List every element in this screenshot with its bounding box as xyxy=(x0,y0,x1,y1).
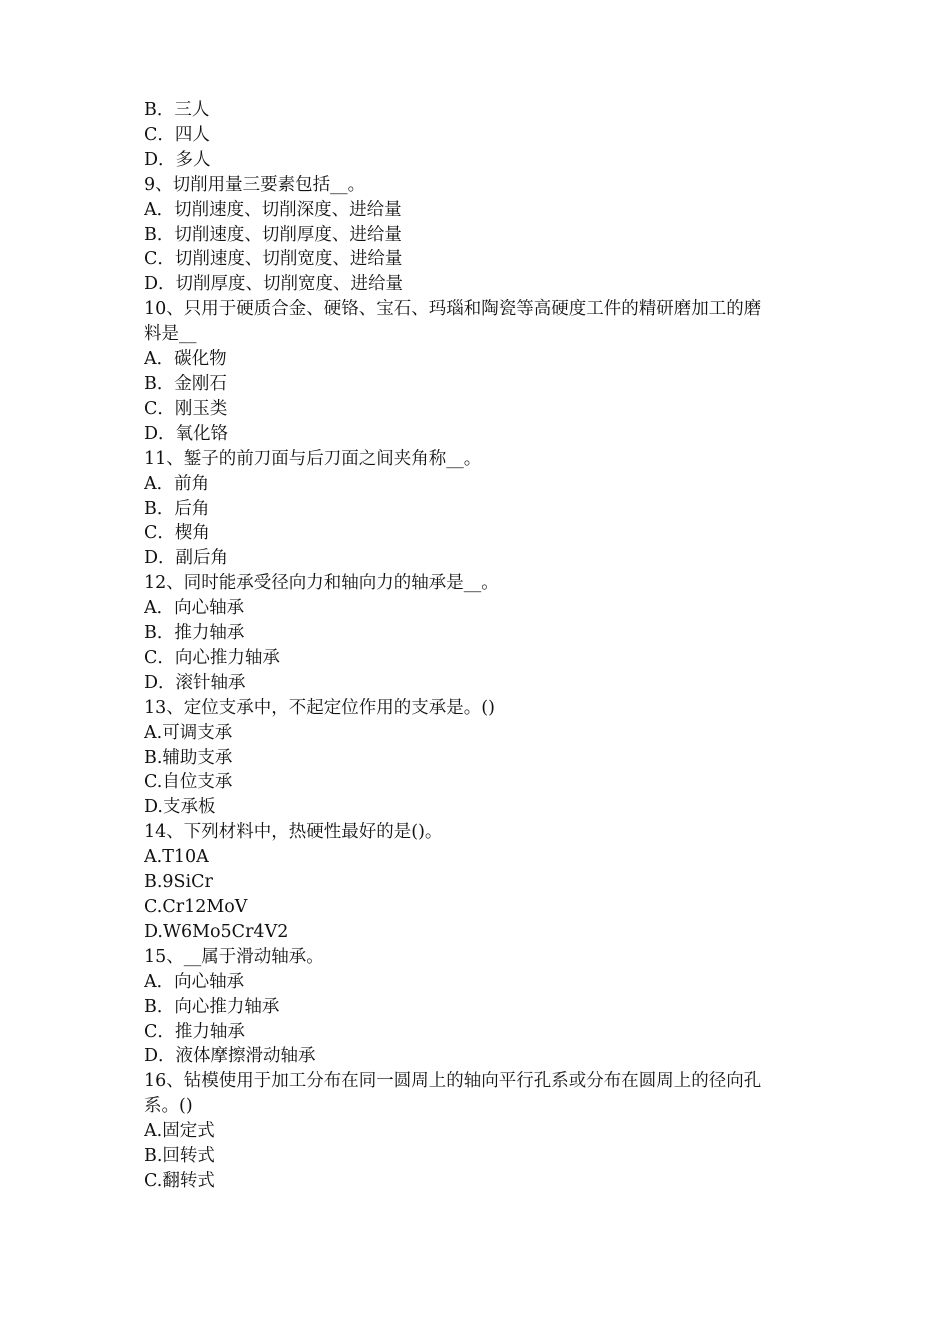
option-line: A．切削速度、切削深度、进给量 xyxy=(144,199,402,220)
question-16: 16、钻模使用于加工分布在同一圆周上的轴向平行孔系或分布在圆周上的径向孔 xyxy=(144,1071,762,1092)
option-line: D.支承板 xyxy=(144,797,216,818)
question-14: 14、下列材料中，热硬性最好的是()。 xyxy=(144,822,443,843)
option-line: D．切削厚度、切削宽度、进给量 xyxy=(144,274,404,295)
option-line: B．金刚石 xyxy=(144,373,227,394)
question-13: 13、定位支承中，不起定位作用的支承是。() xyxy=(144,697,495,718)
question-9: 9、切削用量三要素包括__。 xyxy=(144,174,366,195)
option-line: B．推力轴承 xyxy=(144,623,245,644)
option-line: D．滚针轴承 xyxy=(144,672,246,693)
option-line: A．碳化物 xyxy=(144,349,227,370)
option-line: C．楔角 xyxy=(144,523,210,544)
question-15: 15、__属于滑动轴承。 xyxy=(144,946,324,967)
option-line: D．多人 xyxy=(144,149,211,170)
question-12: 12、同时能承受径向力和轴向力的轴承是__。 xyxy=(144,573,499,594)
option-line: C.Cr12MoV xyxy=(144,897,248,917)
option-line: D．液体摩擦滑动轴承 xyxy=(144,1046,316,1067)
option-line: D．副后角 xyxy=(144,548,229,569)
option-line: A.固定式 xyxy=(144,1121,215,1142)
option-line: D.W6Mo5Cr4V2 xyxy=(144,921,289,942)
question-16-continued: 系。() xyxy=(144,1096,193,1117)
question-10: 10、只用于硬质合金、硬铬、宝石、玛瑙和陶瓷等高硬度工件的精研磨加工的磨 xyxy=(144,299,762,320)
option-line: C．推力轴承 xyxy=(144,1021,245,1042)
option-line: A.可调支承 xyxy=(144,722,233,743)
option-line: B．后角 xyxy=(144,498,210,519)
option-line: B.辅助支承 xyxy=(144,747,233,768)
option-line: A.T10A xyxy=(144,847,209,868)
option-line: A．前角 xyxy=(144,473,210,494)
option-line: A．向心轴承 xyxy=(144,971,245,992)
option-line: C．四人 xyxy=(144,124,210,145)
option-line: C．向心推力轴承 xyxy=(144,647,280,668)
option-line: B．切削速度、切削厚度、进给量 xyxy=(144,224,402,245)
option-line: C.翻转式 xyxy=(144,1170,215,1191)
option-line: D．氧化铬 xyxy=(144,423,229,444)
option-line: B．向心推力轴承 xyxy=(144,996,280,1017)
option-line: B.回转式 xyxy=(144,1146,215,1167)
question-10-continued: 料是__ xyxy=(144,324,197,345)
option-line: C．刚玉类 xyxy=(144,398,228,419)
option-line: B．三人 xyxy=(144,100,210,120)
option-line: C．切削速度、切削宽度、进给量 xyxy=(144,249,403,270)
option-line: A．向心轴承 xyxy=(144,598,245,619)
option-line: B.9SiCr xyxy=(144,872,213,893)
question-11: 11、錾子的前刀面与后刀面之间夹角称__。 xyxy=(144,448,482,469)
document-body xyxy=(144,98,824,1194)
option-line: C.自位支承 xyxy=(144,772,233,793)
